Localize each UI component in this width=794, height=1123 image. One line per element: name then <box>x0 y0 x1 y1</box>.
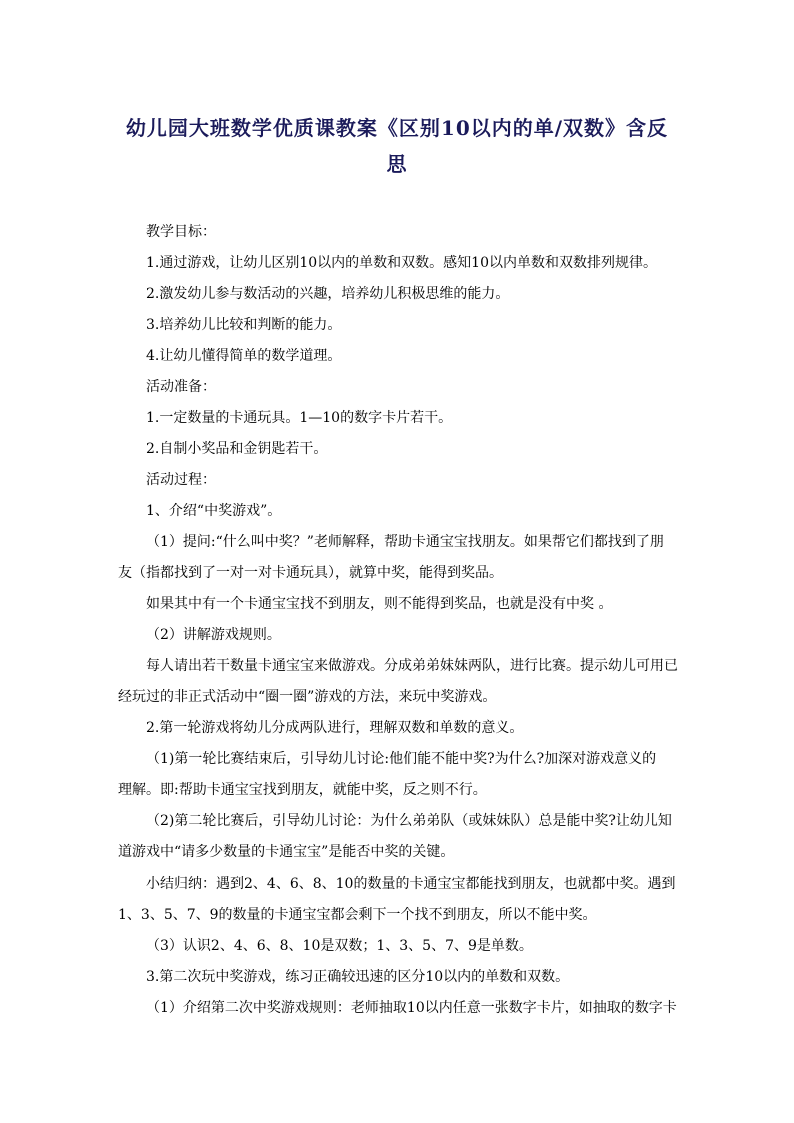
paragraph-line: （1）介绍第二次中奖游戏规则：老师抽取10以内任意一张数字卡片，如抽取的数字卡 <box>146 1000 677 1016</box>
paragraph-line: 1.一定数量的卡通玩具。1—10的数字卡片若干。 <box>146 410 453 426</box>
paragraph-line: 1、3、5、7、9的数量的卡通宝宝都会剩下一个找不到朋友，所以不能中奖。 <box>118 907 597 923</box>
paragraph-line: 道游戏中“请多少数量的卡通宝宝”是能否中奖的关键。 <box>118 844 455 860</box>
paragraph-line: （1）提问:“什么叫中奖？”老师解释，帮助卡通宝宝找朋友。如果帮它们都找到了朋 <box>146 534 664 550</box>
paragraph-line: （1)第一轮比赛结束后，引导幼儿讨论:他们能不能中奖?为什么?加深对游戏意义的 <box>146 751 657 767</box>
paragraph-line: 3.培养幼儿比较和判断的能力。 <box>146 317 342 333</box>
paragraph-line: 1.通过游戏，让幼儿区别10以内的单数和双数。感知10以内单数和双数排列规律。 <box>146 255 657 271</box>
paragraph-line: 如果其中有一个卡通宝宝找不到朋友，则不能得到奖品，也就是没有中奖 。 <box>146 596 613 612</box>
paragraph-line: 4.让幼儿懂得简单的数学道理。 <box>146 348 342 364</box>
paragraph-line: 2.第一轮游戏将幼儿分成两队进行，理解双数和单数的意义。 <box>146 720 524 736</box>
section-heading-preparation: 活动准备： <box>146 379 216 395</box>
paragraph-line: 友（指都找到了一对一对卡通玩具），就算中奖，能得到奖品。 <box>118 565 503 581</box>
paragraph-line: 2.自制小奖品和金钥匙若干。 <box>146 441 328 457</box>
paragraph-line: 小结归纳：遇到2、4、6、8、10的数量的卡通宝宝都能找到朋友，也就都中奖。遇到 <box>146 876 676 892</box>
paragraph-line: 理解。即:帮助卡通宝宝找到朋友，就能中奖，反之则不行。 <box>118 782 487 798</box>
paragraph-line: 经玩过的非正式活动中“圈一圈”游戏的方法，来玩中奖游戏。 <box>118 689 497 705</box>
paragraph-line: 3.第二次玩中奖游戏，练习正确较迅速的区分10以内的单数和双数。 <box>146 969 570 985</box>
paragraph-line: （2)第二轮比赛后，引导幼儿讨论：为什么弟弟队（或妹妹队）总是能中奖?让幼儿知 <box>146 813 672 829</box>
paragraph-line: 2.激发幼儿参与数活动的兴趣，培养幼儿积极思维的能力。 <box>146 286 510 302</box>
document-title-line1: 幼儿园大班数学优质课教案《区别10以内的单/双数》含反 <box>125 116 669 140</box>
paragraph-line: （2）讲解游戏规则。 <box>146 627 281 643</box>
section-heading-process: 活动过程： <box>146 472 216 488</box>
paragraph-line: （3）认识2、4、6、8、10是双数；1、3、5、7、9是单数。 <box>146 938 533 954</box>
paragraph-line: 每人请出若干数量卡通宝宝来做游戏。分成弟弟妹妹两队，进行比赛。提示幼儿可用已 <box>146 658 678 674</box>
section-heading-objectives: 教学目标： <box>146 224 216 240</box>
document-title-line2: 思 <box>386 152 408 176</box>
paragraph-line: 1、介绍“中奖游戏”。 <box>146 503 282 519</box>
